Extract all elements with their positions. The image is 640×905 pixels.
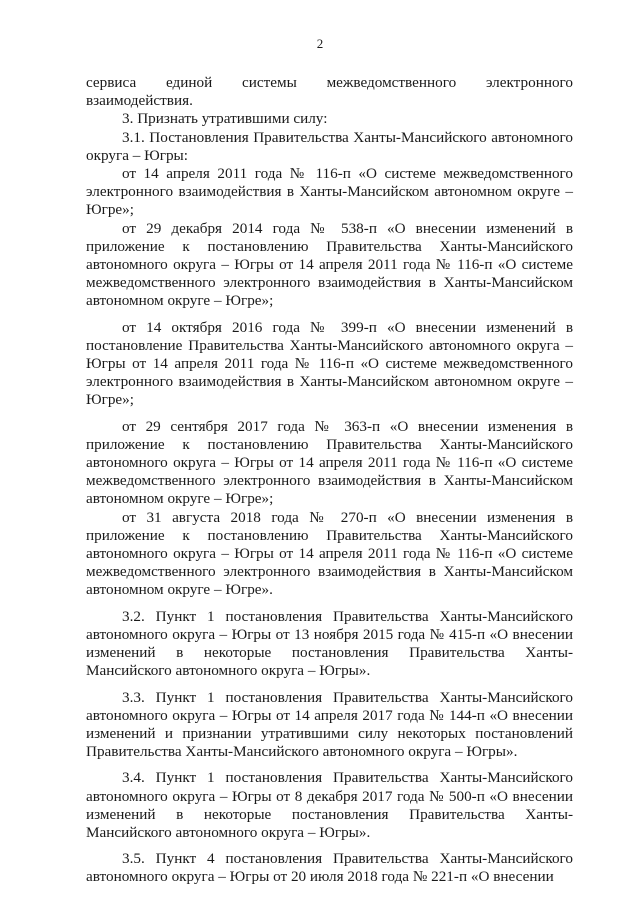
paragraph-item-3-1: 3.1. Постановления Правительства Ханты-Мансийского автономного округа – Югры: [86,128,573,164]
paragraph-decree-2016: от 14 октября 2016 года № 399-п «О внесении изменений в постановление Правительства Ханты-Мансийского автономного округа – Югры от 14 апреля 2011 года № 116-п «О системе межведомственного электронного взаимодействия в Ханты-Мансийском автономном округе – Югре»; [86,318,573,409]
paragraph-decree-2011: от 14 апреля 2011 года № 116-п «О системе межведомственного электронного взаимодействия в Ханты-Мансийском автономном округе – Югре»; [86,165,573,219]
paragraph-item-3-5: 3.5. Пункт 4 постановления Правительства Ханты-Мансийского автономного округа – Югры от 20 июля 2018 года № 221-п «О внесении [86,850,573,886]
paragraph-continuation-end: взаимодействия. [86,92,193,110]
paragraph-decree-2017: от 29 сентября 2017 года № 363-п «О внесении изменения в приложение к постановлению Правительства Ханты-Мансийского автономного округа – Югры от 14 апреля 2011 года № 116-п «О системе межведомственного электронного взаимодействия в Ханты-Мансийском автономном округе – Югре»; [86,417,573,508]
paragraph-item-3-4: 3.4. Пункт 1 постановления Правительства Ханты-Мансийского автономного округа – Югры от 8 декабря 2017 года № 500-п «О внесении изменений в некоторые постановления Правительства Ханты-Мансийского автономного округа – Югры». [86,769,573,841]
paragraph-decree-2018: от 31 августа 2018 года № 270-п «О внесении изменения в приложение к постановлению Правительства Ханты-Мансийского автономного округа – Югры от 14 апреля 2011 года № 116-п «О системе межведомственного электронного взаимодействия в Ханты-Мансийском автономном округе – Югре». [86,508,573,599]
paragraph-decree-2014: от 29 декабря 2014 года № 538-п «О внесении изменений в приложение к постановлению Правительства Ханты-Мансийского автономного округа – Югры от 14 апреля 2011 года № 116-п «О системе межведомственного электронного взаимодействия в Ханты-Мансийском автономном округе – Югре»; [86,219,573,310]
paragraph-item-3-3: 3.3. Пункт 1 постановления Правительства Ханты-Мансийского автономного округа – Югры от 14 апреля 2017 года № 144-п «О внесении изменений и признании утратившими силу некоторых постановлений Правительства Ханты-Мансийского автономного округа – Югры». [86,688,573,761]
paragraph-item-3: 3. Признать утратившими силу: [122,110,328,128]
page-number: 2 [316,36,324,51]
document-body [86,74,573,887]
paragraph-item-3-2: 3.2. Пункт 1 постановления Правительства Ханты-Мансийского автономного округа – Югры от 13 ноября 2015 года № 415-п «О внесении изменений в некоторые постановления Правительства Ханты-Мансийского автономного округа – Югры». [86,607,573,680]
paragraph-continuation-line: сервиса единой системы межведомственного электронного [86,74,573,91]
